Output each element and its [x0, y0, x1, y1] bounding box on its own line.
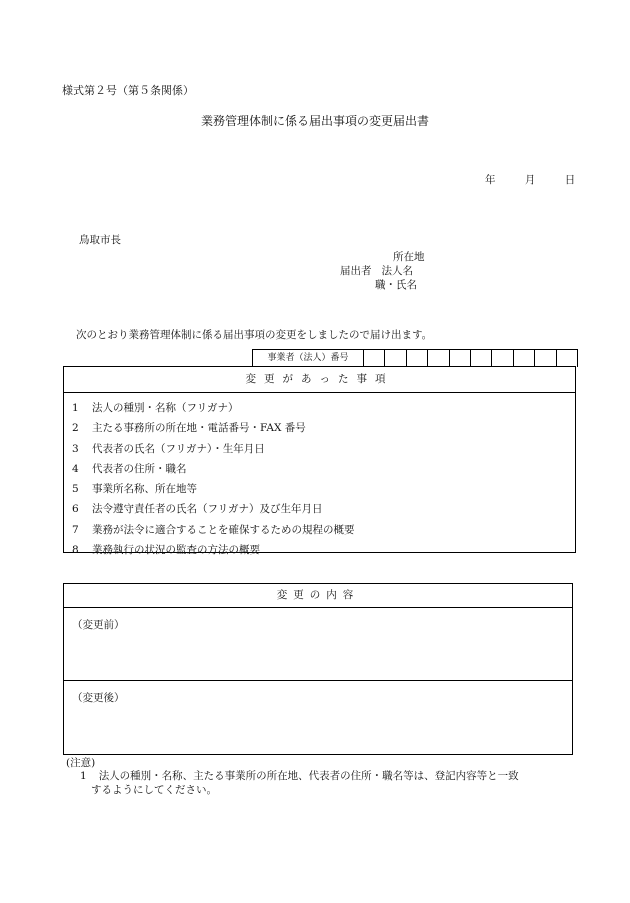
item-number: 2 [72, 422, 79, 435]
item-number: 4 [72, 462, 79, 475]
notes-heading: (注意) [66, 757, 96, 769]
item-text: 業務執行の状況の監査の方法の概要 [92, 544, 260, 557]
item-number: 8 [72, 544, 79, 557]
document-title: 業務管理体制に係る届出事項の変更届出書 [200, 114, 429, 128]
list-item[interactable] [64, 540, 575, 560]
note-text-line2: するようにしてください。 [91, 784, 217, 796]
number-cell[interactable] [364, 350, 385, 367]
applicant-address-label: 所在地 [393, 251, 425, 263]
list-item[interactable] [64, 459, 575, 479]
number-cell[interactable] [450, 350, 471, 367]
list-item[interactable] [64, 499, 575, 519]
applicant-label: 届出者 [340, 265, 372, 277]
applicant-position-label: 職・氏名 [375, 279, 417, 291]
item-number: 3 [72, 442, 79, 455]
addressee: 鳥取市長 [79, 234, 121, 246]
item-text: 代表者の氏名（フリガナ）・生年月日 [92, 442, 265, 455]
number-cell[interactable] [514, 350, 535, 367]
business-number-label: 事業者（法人）番号 [253, 350, 364, 367]
item-number: 1 [72, 402, 79, 414]
business-number-cells [364, 350, 577, 367]
before-field[interactable] [64, 608, 572, 681]
number-cell[interactable] [385, 350, 406, 367]
changed-items-list [64, 393, 575, 560]
note-text-line1: 法人の種別・名称、主たる事業所の所在地、代表者の住所・職名等は、登記内容等と一致 [98, 770, 519, 782]
applicant-block [340, 250, 425, 292]
date-year: 年 [485, 174, 496, 186]
applicant-row [340, 264, 425, 278]
date-line [485, 172, 575, 187]
after-field[interactable] [64, 681, 572, 714]
number-cell[interactable] [471, 350, 492, 367]
before-label: （変更前） [72, 619, 125, 631]
item-number: 5 [72, 483, 79, 496]
date-day: 日 [564, 174, 576, 186]
note-item [80, 769, 519, 797]
item-number: 6 [72, 503, 79, 516]
number-cell[interactable] [492, 350, 513, 367]
intro-text: 次のとおり業務管理体制に係る届出事項の変更をしましたので届け出ます。 [76, 329, 433, 341]
applicant-corp-label: 法人名 [381, 265, 413, 277]
list-item[interactable] [64, 520, 575, 540]
number-cell[interactable] [557, 350, 577, 367]
number-cell[interactable] [428, 350, 449, 367]
list-item[interactable] [64, 439, 575, 459]
item-text: 法令遵守責任者の氏名（フリガナ）及び生年月日 [92, 503, 323, 516]
item-text: 業務が法令に適合することを確保するための規程の概要 [92, 523, 355, 536]
list-item[interactable] [64, 479, 575, 499]
note-number: 1 [80, 770, 87, 782]
list-item[interactable] [64, 418, 575, 438]
number-cell[interactable] [407, 350, 428, 367]
business-number-row [252, 349, 578, 367]
form-number: 様式第２号（第５条関係） [62, 84, 194, 97]
list-item[interactable] [64, 398, 575, 418]
change-content-table [63, 583, 573, 755]
date-month: 月 [524, 174, 536, 186]
after-label: （変更後） [72, 692, 125, 704]
number-cell[interactable] [535, 350, 556, 367]
item-text: 事業所名称、所在地等 [92, 483, 197, 496]
changed-items-table [63, 366, 576, 557]
item-text: 代表者の住所・職名 [92, 462, 187, 475]
item-number: 7 [72, 523, 79, 536]
item-text: 法人の種別・名称（フリガナ） [92, 402, 239, 414]
item-text: 主たる事務所の所在地・電話番号・FAX 番号 [92, 422, 306, 435]
change-content-header: 変更の内容 [64, 584, 572, 608]
changed-items-header: 変更があった事項 [64, 367, 575, 393]
